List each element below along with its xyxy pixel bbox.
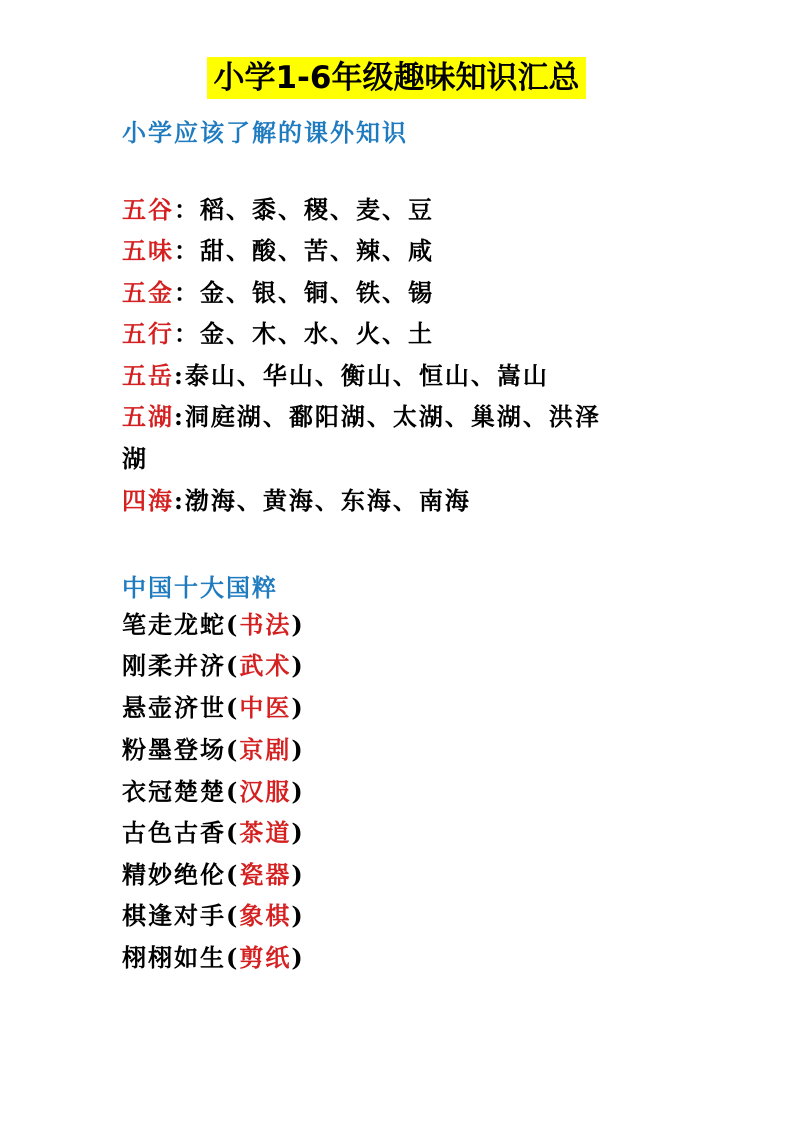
section2-heading: 中国十大国粹	[122, 573, 278, 602]
answer: 武术	[239, 651, 292, 680]
list-item	[122, 319, 434, 349]
list-item	[122, 236, 434, 266]
paren: (	[226, 610, 240, 639]
answer: 中医	[239, 693, 292, 722]
idiom: 古色古香	[122, 818, 226, 847]
item-key: 五行	[122, 319, 174, 348]
item-sep: ：	[174, 319, 200, 348]
item-key: 五湖	[122, 402, 174, 431]
list-item	[122, 735, 305, 765]
paren: )	[291, 610, 305, 639]
list-item	[122, 278, 434, 308]
item-key: 五金	[122, 278, 174, 307]
list-item	[122, 818, 305, 848]
list-item	[122, 943, 305, 973]
paren: )	[291, 818, 305, 847]
idiom: 刚柔并济	[122, 651, 226, 680]
item-key: 五岳	[122, 361, 174, 390]
paren: (	[226, 735, 240, 764]
paren: )	[291, 860, 305, 889]
list-item	[122, 777, 305, 807]
item-sep: ：	[174, 195, 200, 224]
item-sep: ：	[174, 278, 200, 307]
answer: 汉服	[239, 777, 292, 806]
list-item	[122, 486, 471, 516]
item-sep: :	[174, 402, 185, 431]
answer: 书法	[239, 610, 292, 639]
paren: )	[291, 901, 305, 930]
list-item	[122, 901, 305, 931]
item-value: 甜、酸、苦、辣、咸	[200, 236, 434, 265]
item-value: 泰山、华山、衡山、恒山、嵩山	[184, 361, 549, 390]
paren: )	[291, 735, 305, 764]
page-title: 小学1-6年级趣味知识汇总	[207, 57, 585, 99]
list-item	[122, 860, 305, 890]
list-item	[122, 361, 549, 391]
item-value: 洞庭湖、鄱阳湖、太湖、巢湖、洪泽	[184, 402, 601, 431]
idiom: 精妙绝伦	[122, 860, 226, 889]
paren: (	[226, 693, 240, 722]
item-sep: ：	[174, 236, 200, 265]
answer: 瓷器	[239, 860, 292, 889]
paren: (	[226, 777, 240, 806]
idiom: 棋逢对手	[122, 901, 226, 930]
item-key: 四海	[122, 486, 174, 515]
paren: (	[226, 651, 240, 680]
answer: 京剧	[239, 735, 292, 764]
item-value: 金、木、水、火、土	[200, 319, 434, 348]
item-key: 五味	[122, 236, 174, 265]
idiom: 栩栩如生	[122, 943, 226, 972]
answer: 茶道	[239, 818, 292, 847]
answer: 剪纸	[239, 943, 292, 972]
idiom: 悬壶济世	[122, 693, 226, 722]
item-value: 渤海、黄海、东海、南海	[184, 486, 471, 515]
paren: (	[226, 901, 240, 930]
idiom: 粉墨登场	[122, 735, 226, 764]
answer: 象棋	[239, 901, 292, 930]
idiom: 衣冠楚楚	[122, 777, 226, 806]
paren: )	[291, 943, 305, 972]
paren: (	[226, 943, 240, 972]
list-item-continuation: 湖	[122, 444, 148, 473]
paren: )	[291, 693, 305, 722]
paren: )	[291, 651, 305, 680]
paren: (	[226, 818, 240, 847]
paren: )	[291, 777, 305, 806]
item-value: 稻、黍、稷、麦、豆	[200, 195, 434, 224]
item-value: 金、银、铜、铁、锡	[200, 278, 434, 307]
idiom: 笔走龙蛇	[122, 610, 226, 639]
list-item	[122, 651, 305, 681]
list-item	[122, 402, 601, 432]
list-item	[122, 693, 305, 723]
list-item	[122, 195, 434, 225]
paren: (	[226, 860, 240, 889]
item-sep: :	[174, 361, 185, 390]
section1-heading: 小学应该了解的课外知识	[122, 118, 408, 147]
item-key: 五谷	[122, 195, 174, 224]
list-item	[122, 610, 305, 640]
title-wrap	[0, 57, 793, 99]
item-sep: :	[174, 486, 185, 515]
